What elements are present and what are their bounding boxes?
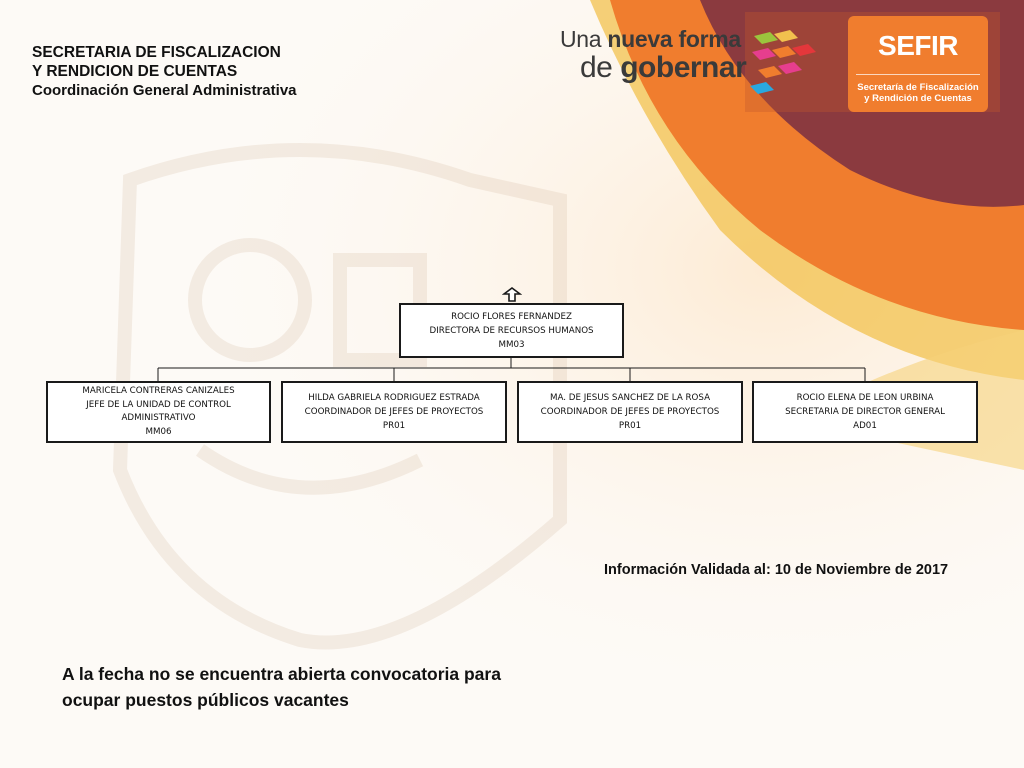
org-child-title: SECRETARIA DE DIRECTOR GENERAL — [785, 407, 945, 417]
org-child-name: MA. DE JESUS SANCHEZ DE LA ROSA — [549, 393, 711, 403]
up-arrow-icon — [502, 287, 522, 303]
header-line-3: Coordinación General Administrativa — [32, 82, 297, 99]
slogan-word-de: de — [580, 51, 613, 84]
sefir-logo — [848, 16, 988, 112]
sefir-logo-sub-2: y Rendición de Cuentas — [864, 93, 972, 104]
org-child-code: AD01 — [853, 421, 877, 431]
org-child-title: COORDINADOR DE JEFES DE PROYECTOS — [304, 407, 484, 417]
slogan-word-una: Una — [560, 26, 602, 52]
org-node-child-3 — [517, 381, 743, 443]
slogan-word-nueva-forma: nueva forma — [607, 26, 741, 52]
org-child-name: ROCIO ELENA DE LEON URBINA — [796, 393, 934, 403]
header-line-1: SECRETARIA DE FISCALIZACION — [32, 44, 281, 61]
sefir-logo-subtitle — [852, 82, 984, 104]
org-root-name: ROCIO FLORES FERNANDEZ — [451, 311, 572, 322]
org-child-title: COORDINADOR DE JEFES DE PROYECTOS — [540, 407, 720, 417]
vacancy-notice-line-2: ocupar puestos públicos vacantes — [62, 690, 349, 710]
org-child-code: PR01 — [382, 421, 406, 431]
org-node-child-2 — [281, 381, 507, 443]
org-node-child-1 — [46, 381, 271, 443]
slogan-word-gobernar: gobernar — [620, 51, 747, 84]
header-line-2: Y RENDICION DE CUENTAS — [32, 63, 238, 80]
slogan-tiles-icon — [748, 28, 818, 96]
sefir-logo-name: SEFIR — [878, 30, 958, 61]
org-node-root — [399, 303, 624, 358]
org-child-code: MM06 — [145, 426, 172, 437]
vacancy-notice-line-1: A la fecha no se encuentra abierta convocatoria para — [62, 664, 501, 684]
org-node-child-4 — [752, 381, 978, 443]
sefir-logo-sub-1: Secretaría de Fiscalización — [857, 82, 979, 93]
org-root-title: DIRECTORA DE RECURSOS HUMANOS — [429, 325, 594, 336]
org-child-code: PR01 — [618, 421, 642, 431]
validation-date: Información Validada al: 10 de Noviembre de 2017 — [604, 562, 949, 578]
org-root-code: MM03 — [498, 339, 525, 350]
org-child-name: HILDA GABRIELA RODRIGUEZ ESTRADA — [308, 393, 480, 403]
org-child-title-cont: ADMINISTRATIVO — [121, 413, 196, 423]
org-child-title: JEFE DE LA UNIDAD DE CONTROL — [86, 399, 231, 410]
header-title — [32, 43, 297, 100]
vacancy-notice — [62, 661, 501, 713]
slogan — [560, 26, 746, 84]
org-child-name: MARICELA CONTRERAS CANIZALES — [82, 386, 235, 396]
